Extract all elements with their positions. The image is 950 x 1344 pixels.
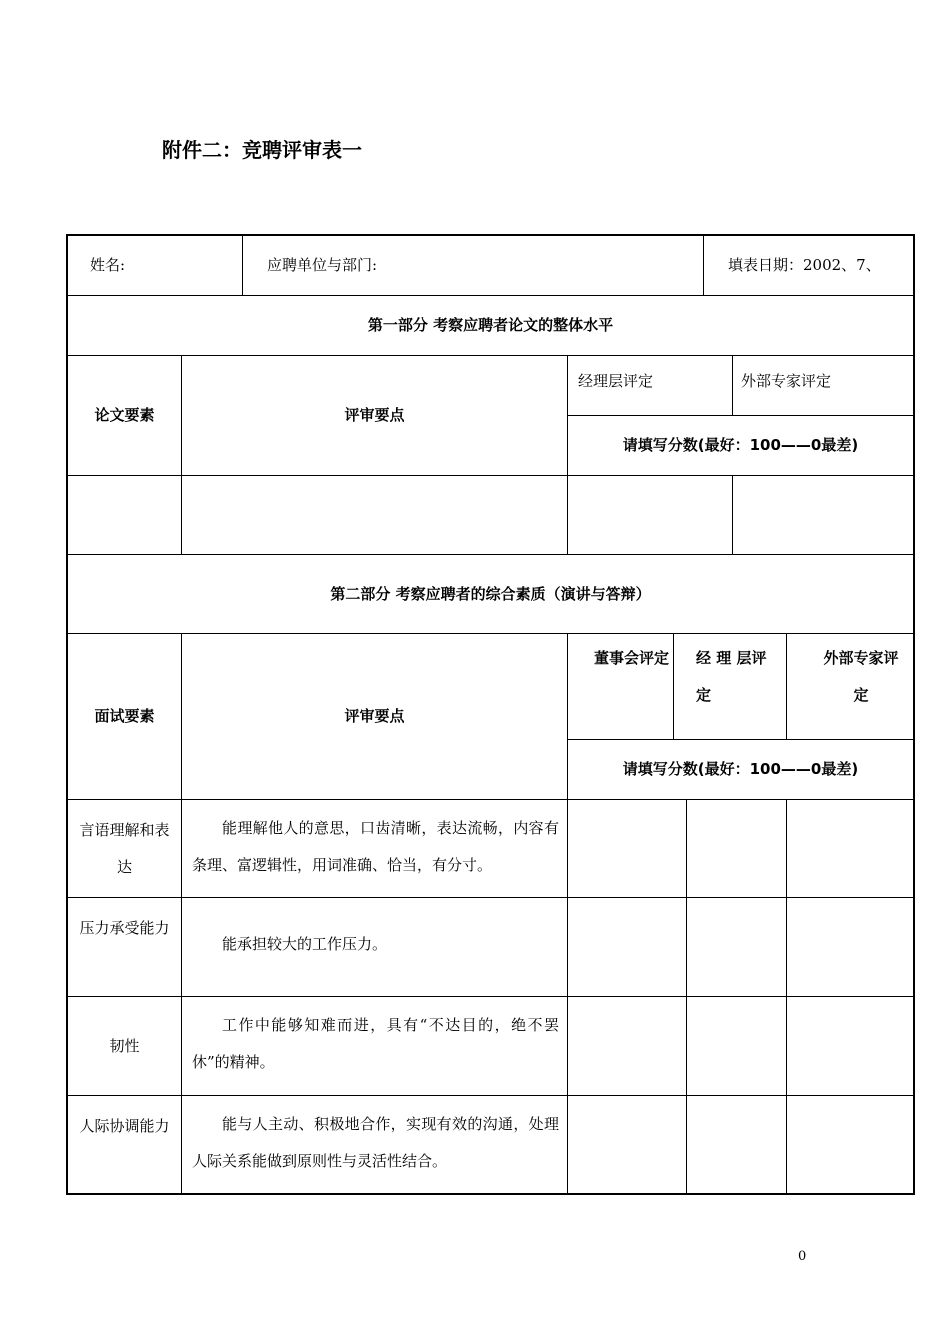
name-label: 姓名: bbox=[90, 256, 126, 274]
part2-col-element-cell bbox=[66, 633, 182, 800]
part2-col-manager-cell bbox=[673, 633, 787, 740]
criteria-description: 能理解他人的意思，口齿清晰，表达流畅，内容有条理、富逻辑性，用词准确、恰当，有分寸。 bbox=[192, 819, 559, 874]
criteria-description: 工作中能够知难而进，具有“不达目的，绝不罢休”的精神。 bbox=[192, 1016, 559, 1071]
expert-score-input[interactable] bbox=[786, 996, 915, 1096]
board-score-input[interactable] bbox=[567, 799, 687, 898]
manager-score-input[interactable] bbox=[686, 996, 787, 1096]
part1-input-points[interactable] bbox=[181, 475, 568, 555]
unit-label-cell bbox=[242, 234, 704, 296]
part1-score-note: 请填写分数(最好：100——0最差) bbox=[622, 436, 859, 454]
part1-col-expert-cell bbox=[732, 355, 915, 416]
criteria-description-cell bbox=[181, 996, 568, 1096]
part2-col-manager: 经 理 层评定 bbox=[696, 649, 767, 704]
manager-score-input[interactable] bbox=[686, 897, 787, 997]
board-score-input[interactable] bbox=[567, 996, 687, 1096]
expert-score-input[interactable] bbox=[786, 897, 915, 997]
criteria-description: 能承担较大的工作压力。 bbox=[222, 935, 388, 953]
board-score-input[interactable] bbox=[567, 1095, 687, 1195]
board-score-input[interactable] bbox=[567, 897, 687, 997]
criteria-element-cell bbox=[66, 799, 182, 898]
part2-col-board: 董事会评定 bbox=[594, 649, 670, 667]
part1-col-points-cell bbox=[181, 355, 568, 476]
part2-heading: 第二部分 考察应聘者的综合素质（演讲与答辩） bbox=[330, 584, 651, 603]
criteria-element-cell bbox=[66, 1095, 182, 1195]
criteria-element: 言语理解和表达 bbox=[79, 821, 170, 876]
part2-col-points: 评审要点 bbox=[344, 707, 405, 725]
page-number: 0 bbox=[798, 1249, 807, 1264]
unit-label: 应聘单位与部门: bbox=[267, 256, 378, 274]
part2-col-expert: 外部专家评定 bbox=[823, 649, 899, 704]
criteria-element-cell bbox=[66, 897, 182, 997]
part1-col-element: 论文要素 bbox=[94, 406, 155, 424]
part1-heading: 第一部分 考察应聘者论文的整体水平 bbox=[367, 316, 614, 334]
part1-input-element[interactable] bbox=[66, 475, 182, 555]
part2-col-points-cell bbox=[181, 633, 568, 800]
part2-col-element: 面试要素 bbox=[94, 707, 155, 725]
expert-score-input[interactable] bbox=[786, 799, 915, 898]
name-label-cell bbox=[66, 234, 243, 296]
criteria-description-cell bbox=[181, 897, 568, 997]
manager-score-input[interactable] bbox=[686, 1095, 787, 1195]
criteria-element-cell bbox=[66, 996, 182, 1096]
part1-input-manager-score[interactable] bbox=[567, 475, 733, 555]
part2-score-note: 请填写分数(最好：100——0最差) bbox=[622, 760, 859, 778]
part1-heading-cell bbox=[66, 295, 915, 356]
part1-col-expert: 外部专家评定 bbox=[741, 372, 832, 390]
part2-heading-cell bbox=[66, 554, 915, 634]
page-title: 附件二：竞聘评审表一 bbox=[162, 138, 362, 162]
part2-col-board-cell bbox=[567, 633, 674, 740]
criteria-description: 能与人主动、积极地合作，实现有效的沟通，处理人际关系能做到原则性与灵活性结合。 bbox=[192, 1115, 559, 1170]
part2-col-expert-cell bbox=[786, 633, 915, 740]
part1-input-expert-score[interactable] bbox=[732, 475, 915, 555]
criteria-element: 压力承受能力 bbox=[79, 919, 170, 937]
criteria-description-cell bbox=[181, 1095, 568, 1195]
part1-col-points: 评审要点 bbox=[344, 406, 405, 424]
criteria-description-cell bbox=[181, 799, 568, 898]
part1-col-manager: 经理层评定 bbox=[578, 372, 654, 390]
criteria-element: 韧性 bbox=[109, 1036, 140, 1055]
part1-col-manager-cell bbox=[567, 355, 733, 416]
review-form-table bbox=[66, 234, 915, 1195]
date-label: 填表日期：2002、7、 bbox=[728, 256, 881, 274]
criteria-element: 人际协调能力 bbox=[79, 1117, 170, 1135]
part1-col-element-cell bbox=[66, 355, 182, 476]
part2-score-note-cell bbox=[567, 739, 915, 800]
manager-score-input[interactable] bbox=[686, 799, 787, 898]
part1-score-note-cell bbox=[567, 415, 915, 476]
expert-score-input[interactable] bbox=[786, 1095, 915, 1195]
date-label-cell bbox=[703, 234, 915, 296]
